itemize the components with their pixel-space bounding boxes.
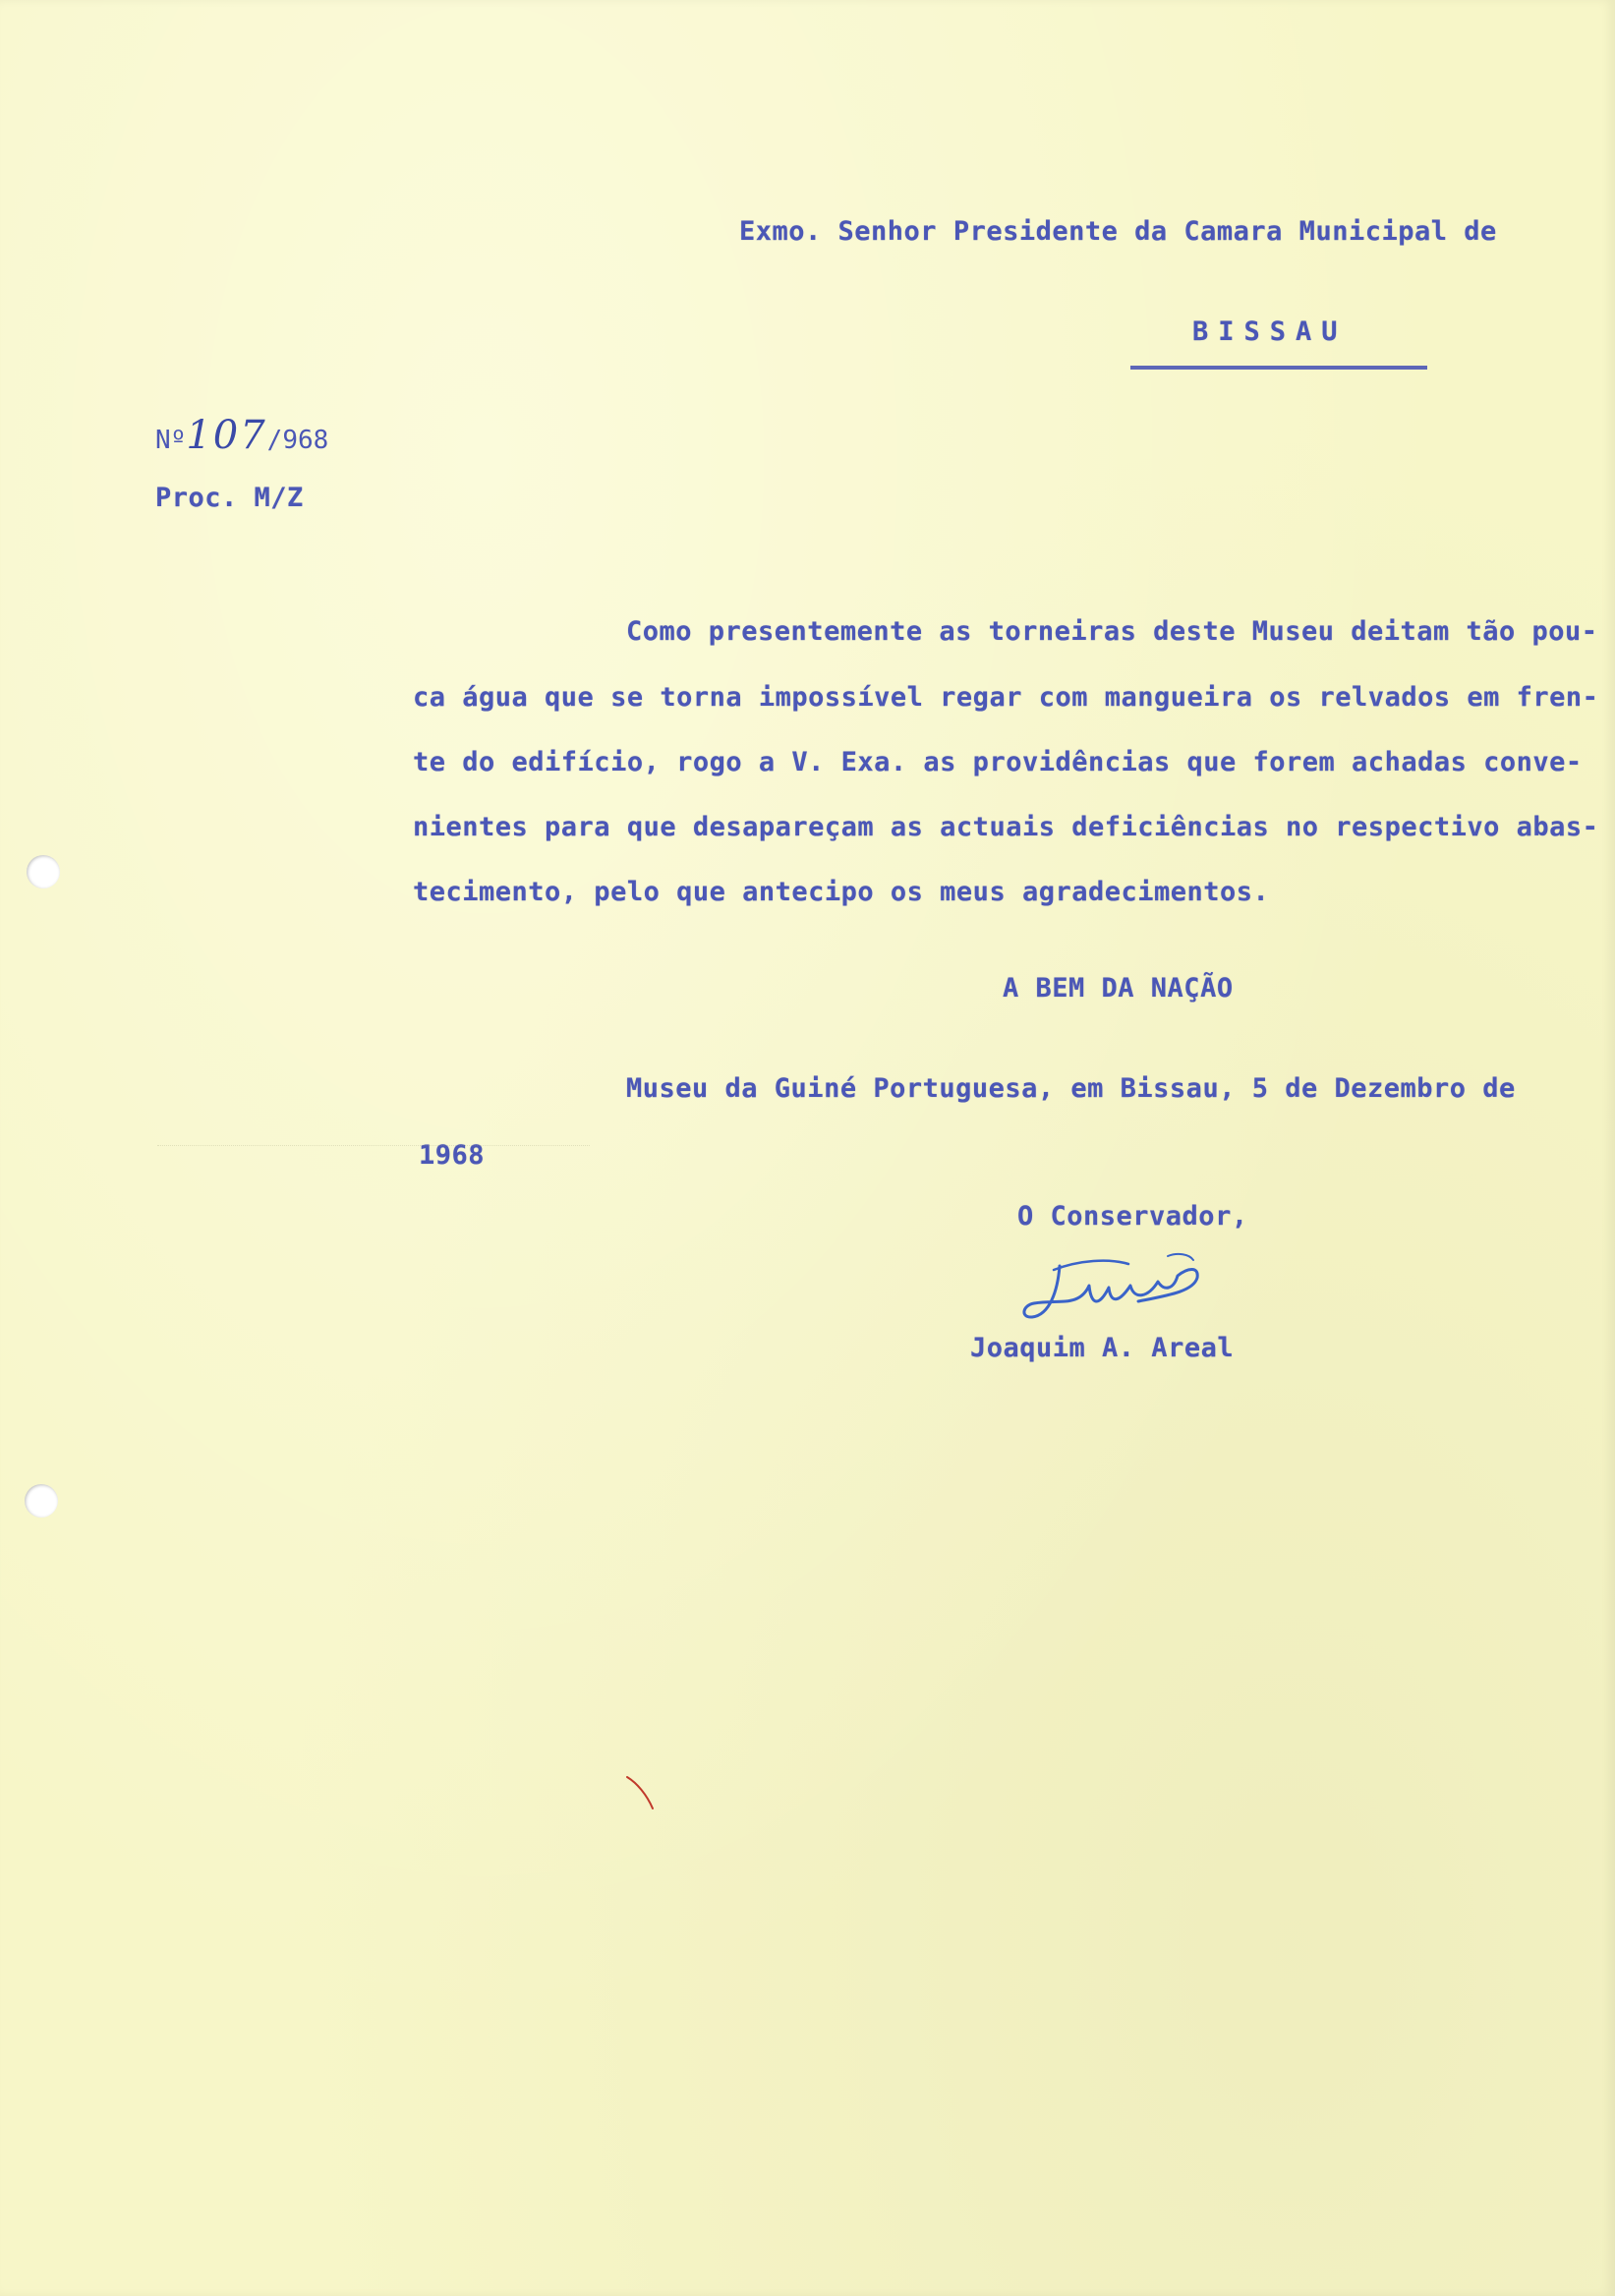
handwritten-signature-icon — [1020, 1246, 1237, 1335]
body-line-1: Como presentemente as torneiras deste Museu deitam tão pou- — [626, 616, 1598, 647]
body-line-5: tecimento, pelo que antecipo os meus agradecimentos. — [413, 877, 1270, 907]
red-pencil-mark-icon — [623, 1769, 672, 1818]
reference-handwritten-number: 107 — [186, 413, 267, 458]
closing-salutation: A BEM DA NAÇÃO — [1003, 973, 1234, 1004]
city-underline — [1130, 366, 1427, 370]
body-line-3: te do edifício, rogo a V. Exa. as providências que forem achadas conve- — [413, 747, 1583, 777]
body-line-2: ca água que se torna impossível regar com mangueira os relvados em fren- — [413, 682, 1599, 713]
punch-hole-bottom — [25, 1484, 58, 1518]
recipient-city: BISSAU — [1192, 316, 1348, 347]
faint-paper-mark — [157, 1145, 590, 1146]
punch-hole-top — [27, 855, 60, 889]
reference-number — [155, 413, 328, 458]
signer-name: Joaquim A. Areal — [970, 1333, 1235, 1363]
reference-prefix: Nº — [155, 426, 187, 455]
body-line-4: nientes para que desapareçam as actuais deficiências no respectivo abas- — [413, 812, 1599, 842]
signer-role: O Conservador, — [1017, 1201, 1248, 1232]
place-and-date: Museu da Guiné Portuguesa, em Bissau, 5 de Dezembro de — [626, 1073, 1516, 1104]
process-reference: Proc. M/Z — [155, 483, 304, 513]
recipient-line: Exmo. Senhor Presidente da Camara Municipal de — [739, 216, 1497, 247]
reference-year: /968 — [266, 426, 329, 455]
date-year: 1968 — [419, 1140, 486, 1171]
